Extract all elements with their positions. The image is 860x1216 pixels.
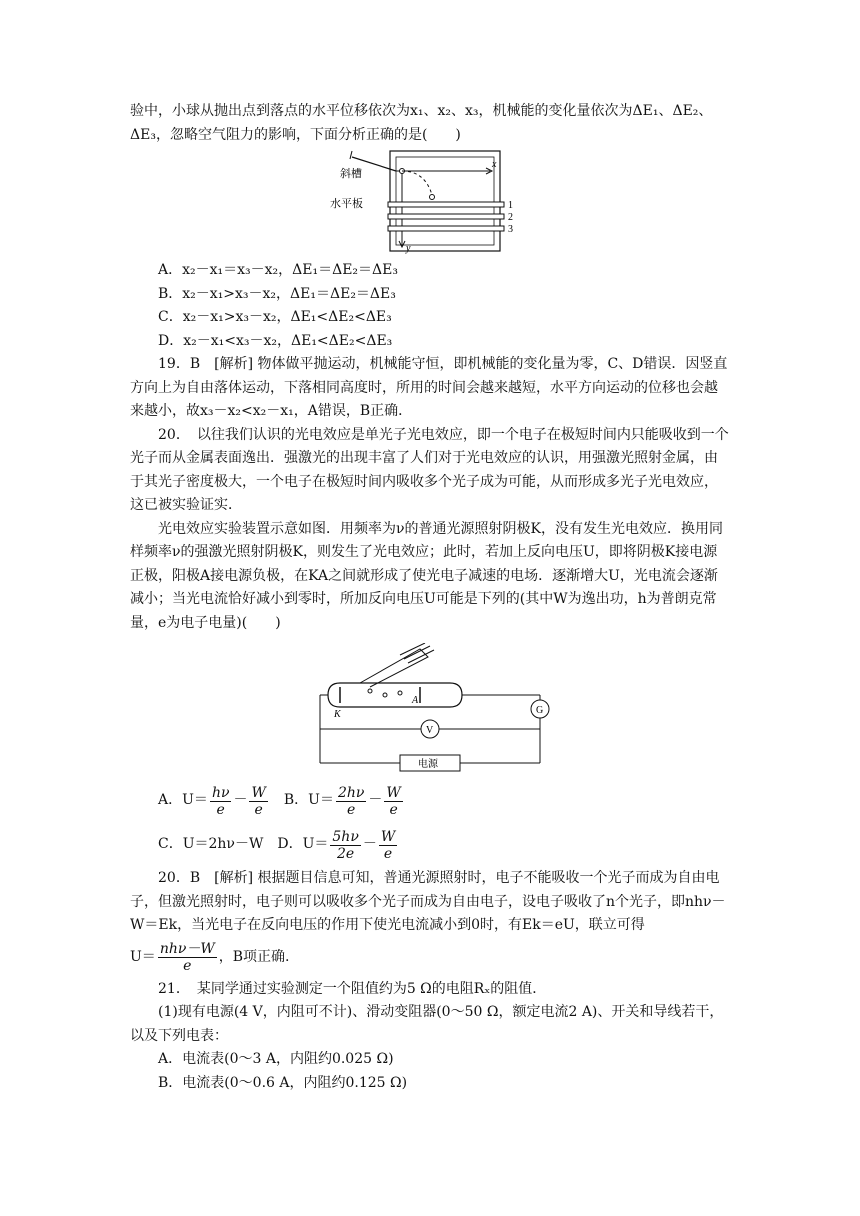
q20-para2: 光电效应实验装置示意如图．用频率为ν的普通光源照射阴极K，没有发生光电效应．换用同样频率ν的强激光照射阴极K，则发生了光电效应；此时，若加上反向电压U，即将阴极K接电源正极，阳极A接电源负极，在KA之间就形成了使光电子减速的电场．逐渐增大U，光电流会逐渐减小；当光电流恰好减小到零时，所加反向电压U可能是下列的(其中W为逸出功，h为普朗克常量，e为电子电量)( ) (130, 520, 723, 631)
board-label: 水平板 (330, 198, 363, 210)
q19-analysis: 19．B [解析] 物体做平抛运动，机械能守恒，即机械能的变化量为零，C、D错误．因竖直方向上为自由落体运动，下落相同高度时，所用的时间会越来越短，水平方向运动的位移也会越来越小，故x₃－x₂<x₂－x₁，A错误，B正确． (130, 356, 728, 419)
q20-options-ab: A． U＝ $\frac{h\nu}{e}$ － $\frac{W}{e}$ B． U＝ $\frac{2h\nu}{e}$ － $\frac{W}{e}$ (158, 784, 401, 818)
q21-option-a: A．电流表(0～3 A，内阻约0.025 Ω) (158, 1051, 394, 1067)
x-axis-label: x (492, 159, 497, 170)
projectile-diagram (330, 147, 530, 257)
q19-stem-line2: ΔE₃，忽略空气阻力的影响，下面分析正确的是( ) (130, 126, 461, 143)
q19-option-c: C．x₂－x₁>x₃－x₂，ΔE₁<ΔE₂<ΔE₃ (158, 309, 392, 325)
q19-option-b: B．x₂－x₁>x₃－x₂，ΔE₁＝ΔE₂＝ΔE₃ (158, 285, 396, 302)
board-1-label: 1 (508, 200, 513, 211)
document-page (130, 100, 730, 1095)
q21-stem: 21． 某同学通过实验测定一个阻值约为5 Ω的电阻Rₓ的阻值． (158, 980, 547, 997)
q20-options-cd: C．U＝2hν－W D． U＝ $\frac{5h\nu}{2e}$ － $\frac{W}{e}$ (158, 828, 396, 862)
galvanometer-label: G (536, 705, 544, 716)
q21-option-b: B．电流表(0～0.6 A，内阻约0.125 Ω) (158, 1074, 408, 1091)
projectile-figure (130, 147, 730, 259)
q19-option-a: A．x₂－x₁＝x₃－x₂，ΔE₁＝ΔE₂＝ΔE₃ (158, 262, 398, 278)
board-3-label: 3 (508, 224, 513, 235)
power-source-label: 电源 (418, 759, 438, 770)
q19-option-d: D．x₂－x₁<x₃－x₂，ΔE₁<ΔE₂<ΔE₃ (158, 332, 393, 349)
anode-label: A (412, 695, 419, 706)
y-axis-label: y (406, 243, 411, 254)
q21-part1: (1)现有电源(4 V，内阻可不计)、滑动变阻器(0～50 Ω，额定电流2 A)、开关和导线若干，以及下列电表： (130, 1004, 724, 1044)
chute-label: 斜槽 (340, 168, 362, 180)
q20-analysis: 20．B [解析] 根据题目信息可知，普通光源照射时，电子不能吸收一个光子而成为自由电子，但激光照射时，电子则可以吸收多个光子而成为自由电子，设电子吸收了n个光子，即nhν－W＝Ek，当光电子在反向电压的作用下使光电流减小到0时，有Ek＝eU，联立可得 (130, 870, 726, 933)
board-2-label: 2 (508, 212, 513, 223)
q19-stem-line1: 验中，小球从抛出点到落点的水平位移依次为x₁、x₂、x₃，机械能的变化量依次为ΔE₁、ΔE₂、 (130, 103, 713, 119)
voltmeter-label: V (426, 725, 434, 736)
cathode-label: K (334, 709, 341, 720)
q20-para1: 20． 以往我们认识的光电效应是单光子光电效应，即一个电子在极短时间内只能吸收到一个光子而从金属表面逸出．强激光的出现丰富了人们对于光电效应的认识，用强激光照射金属，由于其光子密度极大，一个电子在极短时间内吸收多个光子成为可能，从而形成多光子光电效应，这已被实验证实． (130, 426, 729, 513)
photoelectric-diagram (300, 643, 560, 775)
q20-analysis-equation: U＝ $\frac{\text{nhν－W}}{e}$ ，B项正确. (130, 941, 290, 974)
photoelectric-figure (130, 643, 730, 779)
